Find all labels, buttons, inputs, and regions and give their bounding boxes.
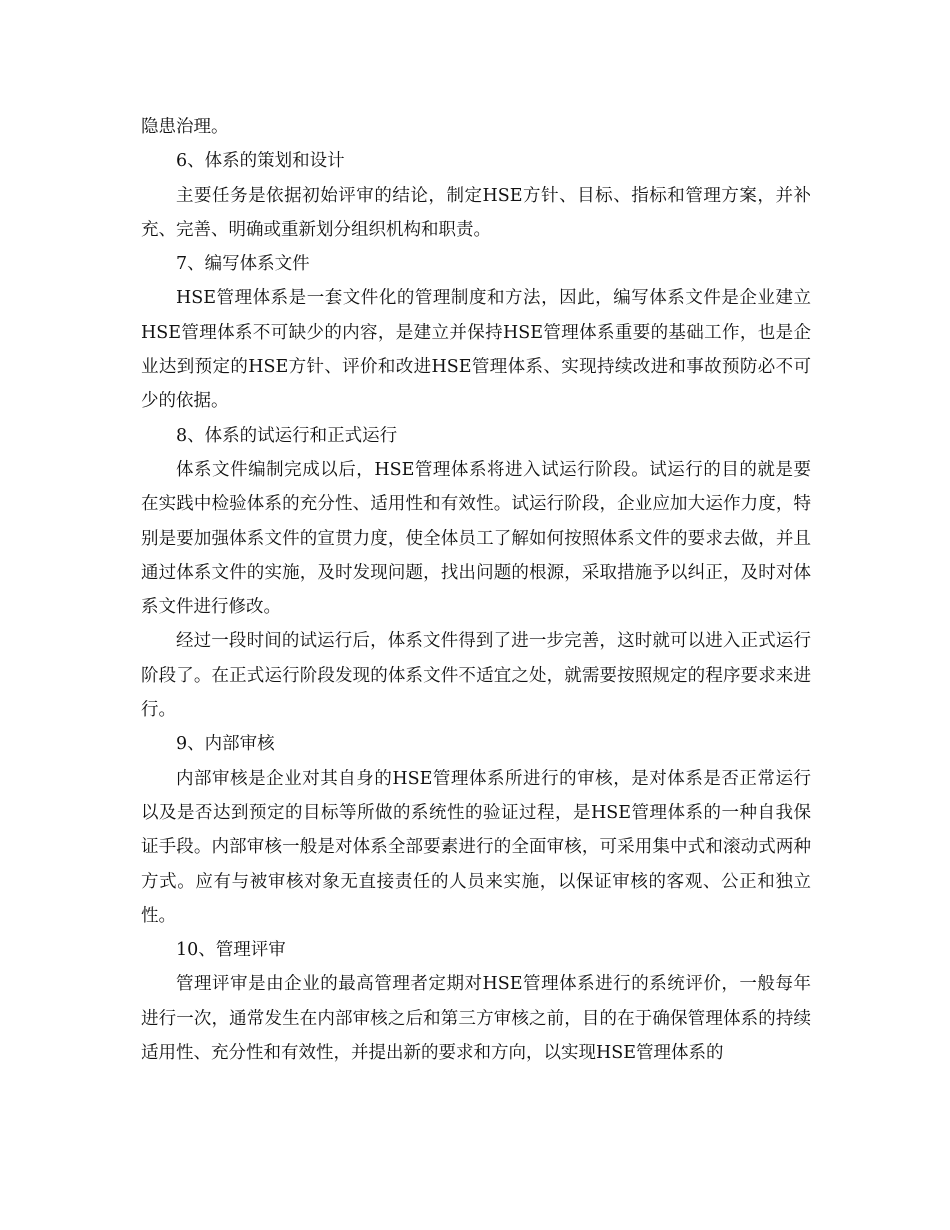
heading-7: 7、编写体系文件: [176, 254, 310, 275]
heading-9: 9、内部审核: [176, 734, 275, 755]
para-hazard-tail: 隐患治理。: [141, 117, 229, 137]
heading-10: 10、管理评审: [176, 940, 286, 961]
heading-6: 6、体系的策划和设计: [176, 151, 345, 172]
para-8b: 经过一段时间的试运行后，体系文件得到了进一步完善，这时就可以进入正式运行阶段了。在正式运行阶段发现的体系文件不适宜之处，就需要按照规定的程序要求来进行。: [141, 631, 811, 721]
para-8a: 体系文件编制完成以后，HSE管理体系将进入试运行阶段。试运行的目的就是要在实践中检验体系的充分性、适用性和有效性。试运行阶段，企业应加大运作力度，特别是要加强体系文件的宣贯力度，使全体员工了解如何按照体系文件的要求去做，并且通过体系文件的实施，及时发现问题，找出问题的根源，采取措施予以纠正，及时对体系文件进行修改。: [141, 459, 811, 618]
para-9: 内部审核是企业对其自身的HSE管理体系所进行的审核，是对体系是否正常运行以及是否达到预定的目标等所做的系统性的验证过程，是HSE管理体系的一种自我保证手段。内部审核一般是对体系全部要素进行的全面审核，可采用集中式和滚动式两种方式。应有与被审核对象无直接责任的人员来实施，以保证审核的客观、公正和独立性。: [141, 768, 811, 926]
heading-8: 8、体系的试运行和正式运行: [176, 425, 398, 446]
para-10: 管理评审是由企业的最高管理者定期对HSE管理体系进行的系统评价，一般每年进行一次，通常发生在内部审核之后和第三方审核之前，目的在于确保管理体系的持续适用性、充分性和有效性，并提出新的要求和方向，以实现HSE管理体系的: [141, 974, 811, 1064]
para-6: 主要任务是依据初始评审的结论，制定HSE方针、目标、指标和管理方案，并补充、完善、明确或重新划分组织机构和职责。: [141, 185, 811, 240]
document-body: [141, 110, 811, 1070]
para-7: HSE管理体系是一套文件化的管理制度和方法，因此，编写体系文件是企业建立HSE管理体系不可缺少的内容，是建立并保持HSE管理体系重要的基础工作，也是企业达到预定的HSE方针、评价和改进HSE管理体系、实现持续改进和事故预防必不可少的依据。: [141, 288, 811, 412]
